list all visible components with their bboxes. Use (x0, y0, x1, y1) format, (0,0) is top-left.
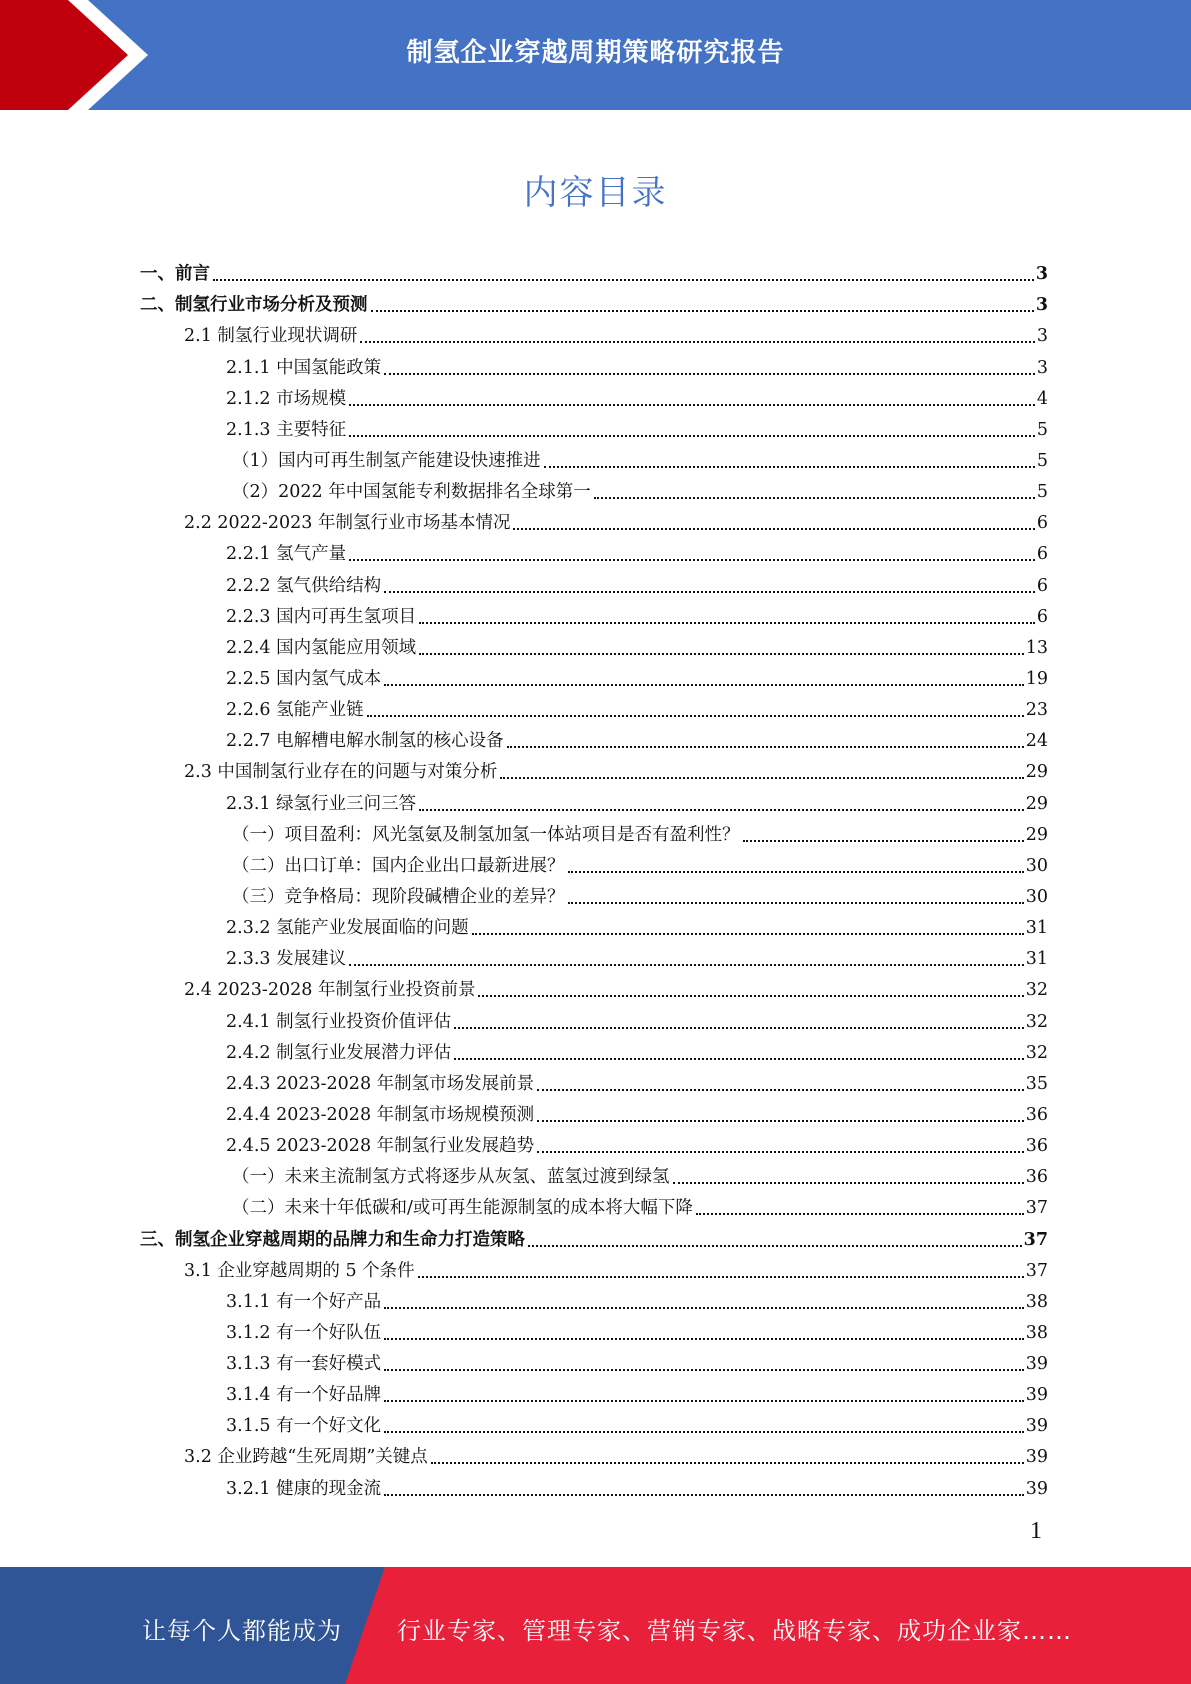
dot-leader (384, 1429, 1024, 1433)
dot-leader (507, 744, 1024, 748)
toc-entry-page: 30 (1025, 855, 1048, 876)
toc-entry-page: 3 (1035, 264, 1048, 285)
toc-entry-title: （二）出口订单：国内企业出口最新进展？ (232, 855, 565, 876)
dot-leader (454, 1056, 1024, 1060)
toc-entry[interactable] (140, 783, 1048, 814)
toc-entry-page: 37 (1025, 1198, 1048, 1219)
toc-entry[interactable] (140, 1468, 1048, 1499)
dot-leader (349, 402, 1035, 406)
dot-leader (568, 869, 1024, 873)
toc-entry-page: 39 (1025, 1385, 1048, 1406)
toc-entry-page: 29 (1025, 762, 1048, 783)
toc-entry[interactable] (140, 1375, 1048, 1406)
toc-entry[interactable] (140, 690, 1048, 721)
dot-leader (360, 339, 1034, 343)
dot-leader (454, 1025, 1024, 1029)
toc-entry[interactable] (140, 877, 1048, 908)
dot-leader (528, 1243, 1022, 1247)
dot-leader (478, 993, 1023, 997)
toc-entry-page: 38 (1025, 1322, 1048, 1343)
page-number: 1 (1030, 1518, 1042, 1544)
dot-leader (419, 651, 1024, 655)
toc-entry[interactable] (140, 1344, 1048, 1375)
dot-leader (472, 931, 1024, 935)
toc-entry-title: 2.3.3 发展建议 (226, 949, 347, 970)
toc-entry[interactable] (140, 1282, 1048, 1313)
toc-entry[interactable] (140, 285, 1048, 316)
toc-entry-title: 2.2.7 电解槽电解水制氢的核心设备 (226, 731, 504, 752)
toc-entry-page: 30 (1025, 886, 1048, 907)
dot-leader (349, 557, 1035, 561)
toc-entry-title: 2.2.1 氢气产量 (226, 544, 347, 565)
toc-entry-title: 3.2 企业跨越“生死周期”关键点 (184, 1447, 428, 1468)
toc-entry-title: 2.2.5 国内氢气成本 (226, 668, 382, 689)
toc-entry-title: 2.3.1 绿氢行业三问三答 (226, 793, 417, 814)
toc-entry[interactable] (140, 1001, 1048, 1032)
dot-leader (349, 433, 1035, 437)
toc-entry-title: （二）未来十年低碳和/或可再生能源制氢的成本将大幅下降 (232, 1198, 693, 1219)
toc-entry-title: 2.1.1 中国氢能政策 (226, 357, 382, 378)
toc-entry-page: 5 (1036, 482, 1048, 503)
toc-entry-page: 3 (1036, 357, 1048, 378)
toc-entry-page: 19 (1025, 668, 1048, 689)
toc-entry[interactable] (140, 908, 1048, 939)
toc-entry[interactable] (140, 534, 1048, 565)
toc-entry[interactable] (140, 472, 1048, 503)
toc-entry-title: （三）竞争格局：现阶段碱槽企业的差异？ (232, 886, 565, 907)
toc-entry-title: 3.1.5 有一个好文化 (226, 1416, 382, 1437)
toc-entry-page: 29 (1025, 824, 1048, 845)
dot-leader (673, 1180, 1024, 1184)
toc-entry-page: 31 (1025, 949, 1048, 970)
toc-entry-page: 32 (1025, 980, 1048, 1001)
toc-entry-title: 2.2.3 国内可再生氢项目 (226, 606, 417, 627)
toc-entry-page: 6 (1036, 513, 1048, 534)
toc-entry[interactable] (140, 721, 1048, 752)
toc-entry-page: 39 (1025, 1354, 1048, 1375)
toc-entry[interactable] (140, 1188, 1048, 1219)
toc-entry-title: （一）项目盈利：风光氢氨及制氢加氢一体站项目是否有盈利性？ (232, 824, 740, 845)
toc-entry[interactable] (140, 1406, 1048, 1437)
toc-entry[interactable] (140, 628, 1048, 659)
footer-slogan-right: 行业专家、管理专家、营销专家、战略专家、成功企业家…… (397, 1617, 1072, 1645)
toc-entry-title: （一）未来主流制氢方式将逐步从灰氢、蓝氢过渡到绿氢 (232, 1167, 670, 1188)
toc-entry-title: 3.1.2 有一个好队伍 (226, 1322, 382, 1343)
header-banner (0, 0, 1191, 110)
dot-leader (513, 526, 1034, 530)
toc-entry-page: 5 (1036, 450, 1048, 471)
dot-leader (384, 682, 1024, 686)
toc-entry-page: 36 (1025, 1136, 1048, 1157)
toc-entry-title: 2.2.6 氢能产业链 (226, 700, 364, 721)
toc-entry-title: 2.4.1 制氢行业投资价值评估 (226, 1011, 452, 1032)
toc-entry-title: 三、制氢企业穿越周期的品牌力和生命力打造策略 (140, 1229, 525, 1250)
toc-entry-page: 3 (1035, 295, 1048, 316)
toc-entry[interactable] (140, 1313, 1048, 1344)
toc-entry-title: 2.3.2 氢能产业发展面临的问题 (226, 918, 469, 939)
toc-entry-title: 2.2.4 国内氢能应用领域 (226, 637, 417, 658)
toc-entry-title: （2）2022 年中国氢能专利数据排名全球第一 (232, 482, 591, 503)
toc-entry-title: 2.4.2 制氢行业发展潜力评估 (226, 1042, 452, 1063)
dot-leader (537, 1087, 1024, 1091)
toc-entry-title: 2.3 中国制氢行业存在的问题与对策分析 (184, 762, 498, 783)
document-title: 制氢企业穿越周期策略研究报告 (406, 37, 785, 68)
toc-heading: 内容目录 (523, 173, 668, 213)
toc-entry-page: 39 (1025, 1447, 1048, 1468)
toc-entry-title: 2.2.2 氢气供给结构 (226, 575, 382, 596)
dot-leader (594, 495, 1035, 499)
dot-leader (384, 1336, 1024, 1340)
toc-entry-page: 37 (1023, 1229, 1048, 1250)
toc-entry-title: 2.1.2 市场规模 (226, 388, 347, 409)
toc-entry[interactable] (140, 347, 1048, 378)
toc-entry-title: 一、前言 (140, 264, 210, 285)
toc-entry-title: 2.4.3 2023-2028 年制氢市场发展前景 (226, 1073, 535, 1094)
dot-leader (213, 277, 1034, 281)
toc-entry[interactable] (140, 565, 1048, 596)
toc-entry-title: （1）国内可再生制氢产能建设快速推进 (232, 450, 541, 471)
toc-entry-title: 2.4.5 2023-2028 年制氢行业发展趋势 (226, 1136, 535, 1157)
toc-entry[interactable] (140, 1126, 1048, 1157)
toc-entry-title: 2.4 2023-2028 年制氢行业投资前景 (184, 980, 476, 1001)
toc-entry[interactable] (140, 1157, 1048, 1188)
toc-entry[interactable] (140, 1219, 1048, 1250)
dot-leader (371, 308, 1034, 312)
toc-entry[interactable] (140, 503, 1048, 534)
toc-entry-page: 13 (1025, 637, 1048, 658)
toc-entry[interactable] (140, 815, 1048, 846)
dot-leader (743, 838, 1024, 842)
dot-leader (568, 900, 1024, 904)
toc-entry-page: 39 (1025, 1478, 1048, 1499)
toc-entry-title: 二、制氢行业市场分析及预测 (140, 295, 368, 316)
toc-entry[interactable] (140, 939, 1048, 970)
toc-entry-page: 32 (1025, 1011, 1048, 1032)
toc-entry-page: 32 (1025, 1042, 1048, 1063)
table-of-contents (140, 254, 1048, 1500)
toc-entry-page: 6 (1036, 544, 1048, 565)
toc-entry[interactable] (140, 1251, 1048, 1282)
dot-leader (419, 620, 1035, 624)
dot-leader (419, 807, 1024, 811)
toc-entry-page: 36 (1025, 1104, 1048, 1125)
toc-entry-page: 39 (1025, 1416, 1048, 1437)
toc-entry-page: 29 (1025, 793, 1048, 814)
dot-leader (384, 371, 1035, 375)
toc-entry-title: 2.1.3 主要特征 (226, 419, 347, 440)
toc-entry[interactable] (140, 316, 1048, 347)
toc-entry-page: 37 (1025, 1260, 1048, 1281)
toc-entry[interactable] (140, 254, 1048, 285)
toc-entry[interactable] (140, 597, 1048, 628)
toc-entry[interactable] (140, 752, 1048, 783)
dot-leader (384, 589, 1035, 593)
dot-leader (431, 1460, 1024, 1464)
toc-entry-page: 31 (1025, 918, 1048, 939)
toc-entry[interactable] (140, 659, 1048, 690)
toc-entry[interactable] (140, 1095, 1048, 1126)
dot-leader (384, 1305, 1024, 1309)
footer-slogan-left: 让每个人都能成为 (142, 1617, 342, 1645)
footer-banner (0, 1567, 1191, 1684)
toc-entry-title: 3.2.1 健康的现金流 (226, 1478, 382, 1499)
dot-leader (537, 1149, 1024, 1153)
dot-leader (500, 775, 1023, 779)
toc-entry-page: 38 (1025, 1291, 1048, 1312)
dot-leader (544, 464, 1035, 468)
toc-entry-title: 2.2 2022-2023 年制氢行业市场基本情况 (184, 513, 511, 534)
toc-entry-page: 6 (1036, 606, 1048, 627)
toc-entry-page: 35 (1025, 1073, 1048, 1094)
toc-entry-page: 24 (1025, 731, 1048, 752)
toc-entry-page: 4 (1036, 388, 1048, 409)
toc-entry[interactable] (140, 379, 1048, 410)
dot-leader (384, 1398, 1024, 1402)
toc-entry[interactable] (140, 410, 1048, 441)
dot-leader (384, 1367, 1024, 1371)
toc-entry-page: 23 (1025, 700, 1048, 721)
toc-entry[interactable] (140, 846, 1048, 877)
toc-entry-page: 6 (1036, 575, 1048, 596)
toc-entry[interactable] (140, 1437, 1048, 1468)
toc-entry-page: 3 (1036, 326, 1048, 347)
toc-entry-title: 3.1.1 有一个好产品 (226, 1291, 382, 1312)
dot-leader (349, 962, 1024, 966)
toc-entry-page: 5 (1036, 419, 1048, 440)
toc-entry-title: 2.4.4 2023-2028 年制氢市场规模预测 (226, 1104, 535, 1125)
toc-entry-page: 36 (1025, 1167, 1048, 1188)
dot-leader (418, 1274, 1024, 1278)
dot-leader (696, 1211, 1024, 1215)
toc-entry-title: 3.1.4 有一个好品牌 (226, 1385, 382, 1406)
dot-leader (367, 713, 1024, 717)
toc-entry[interactable] (140, 1033, 1048, 1064)
toc-entry-title: 3.1 企业穿越周期的 5 个条件 (184, 1260, 415, 1281)
toc-entry[interactable] (140, 1064, 1048, 1095)
dot-leader (384, 1492, 1024, 1496)
toc-entry-title: 2.1 制氢行业现状调研 (184, 326, 358, 347)
dot-leader (537, 1118, 1024, 1122)
toc-entry-title: 3.1.3 有一套好模式 (226, 1354, 382, 1375)
toc-entry[interactable] (140, 441, 1048, 472)
toc-entry[interactable] (140, 970, 1048, 1001)
